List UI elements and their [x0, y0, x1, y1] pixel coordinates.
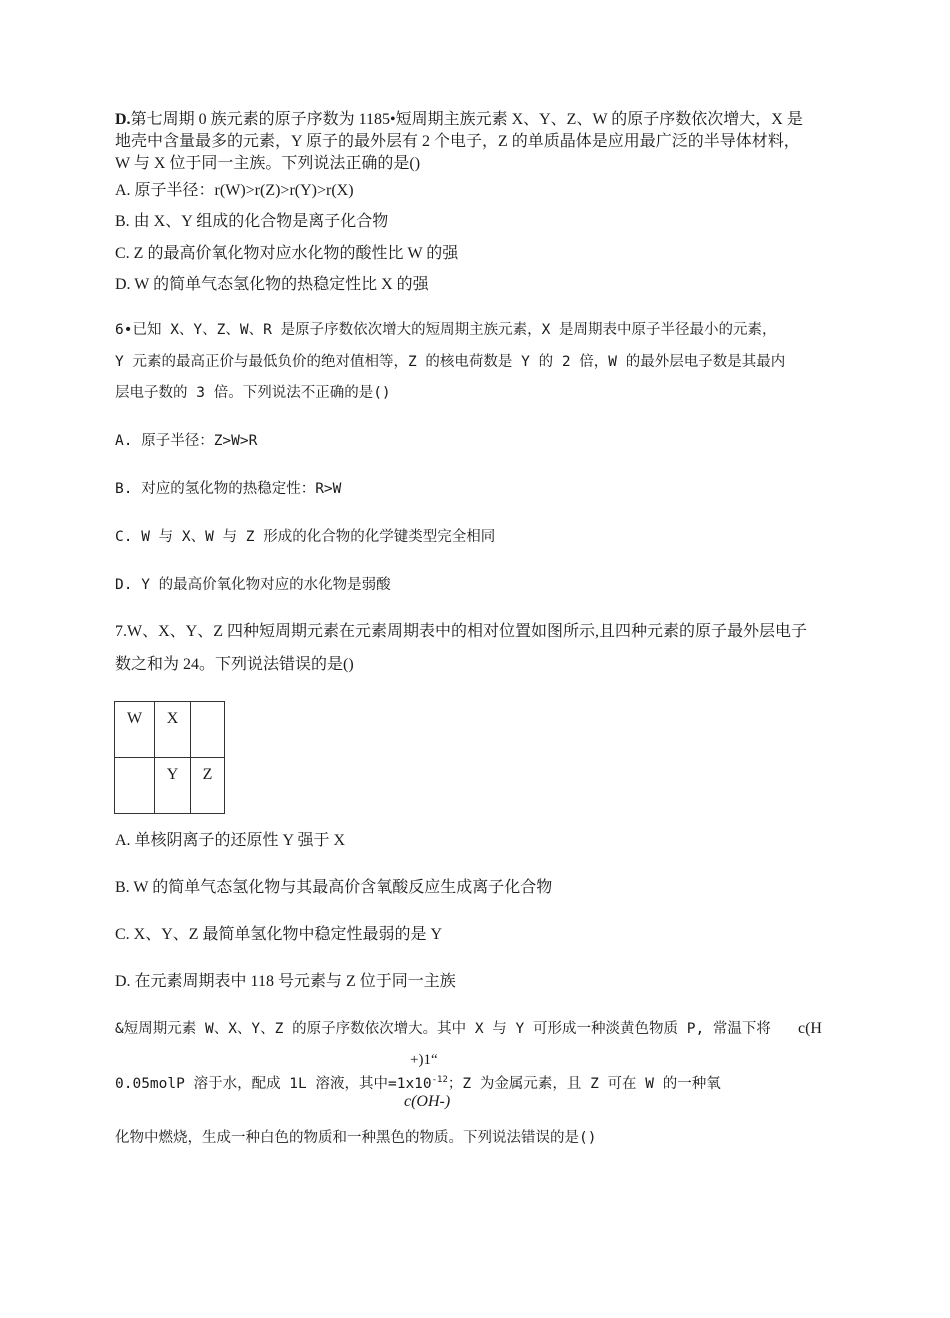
- q7-option-d: D. 在元素周期表中 118 号元素与 Z 位于同一主族: [115, 973, 456, 990]
- q6-line-2: Y 元素的最高正价与最低负价的绝对值相等，Z 的核电荷数是 Y 的 2 倍，W 的最外层电子数是其最内: [115, 354, 786, 370]
- table-cell: Z: [191, 758, 225, 814]
- q6-line-1: 6•已知 X、Y、Z、W、R 是原子序数依次增大的短周期主族元素，X 是周期表中原子半径最小的元素，: [115, 322, 777, 338]
- q7-line-1: 7.W、X、Y、Z 四种短周期元素在元素周期表中的相对位置如图所示,且四种元素的原子最外层电子: [115, 623, 807, 640]
- q7-line-2: 数之和为 24。下列说法错误的是(): [115, 656, 354, 673]
- q7-option-c: C. X、Y、Z 最简单氢化物中稳定性最弱的是 Y: [115, 926, 443, 943]
- q8-line-2-start: 0.05molP 溶于水，配成 1L 溶液，其中=1x10: [115, 1076, 432, 1092]
- q5-line-1: [115, 110, 803, 130]
- q6-option-d: D. Y 的最高价氧化物对应的水化物是弱酸: [115, 577, 391, 593]
- q7-option-b: B. W 的简单气态氢化物与其最高价含氧酸反应生成离子化合物: [115, 879, 553, 896]
- q5-option-b: B. 由 X、Y 组成的化合物是离子化合物: [115, 213, 389, 230]
- q8-line-3: 化物中燃烧，生成一种白色的物质和一种黑色的物质。下列说法错误的是(): [115, 1130, 597, 1146]
- table-row: [115, 702, 225, 758]
- table-cell: X: [155, 702, 191, 758]
- q7-option-a: A. 单核阴离子的还原性 Y 强于 X: [115, 832, 346, 849]
- q8-line-2-end: ；Z 为金属元素，且 Z 可在 W 的一种氧: [447, 1076, 721, 1092]
- q5-line-2: 地壳中含量最多的元素，Y 原子的最外层有 2 个电子，Z 的单质晶体是应用最广泛的半导体材料，: [115, 133, 800, 150]
- q5-lead: D.: [115, 111, 131, 128]
- table-cell: [191, 702, 225, 758]
- table-cell: [115, 758, 155, 814]
- table-cell: Y: [155, 758, 191, 814]
- table-row: [115, 758, 225, 814]
- q5-option-a: A. 原子半径：r(W)>r(Z)>r(Y)>r(X): [115, 182, 354, 199]
- q5-line-1-text: 第七周期 0 族元素的原子序数为 1185•短周期主族元素 X、Y、Z、W 的原子序数依次增大，X 是: [130, 111, 803, 128]
- table-cell: W: [115, 702, 155, 758]
- q8-fraction-bottom: c(OH-): [404, 1093, 451, 1110]
- q6-option-a: A. 原子半径：Z>W>R: [115, 433, 258, 449]
- q6-option-c: C. W 与 X、W 与 Z 形成的化合物的化学键类型完全相同: [115, 529, 496, 545]
- q8-superscript: -12: [431, 1075, 448, 1085]
- q5-line-3: W 与 X 位于同一主族。下列说法正确的是(): [115, 155, 421, 172]
- q8-line-1: &短周期元素 W、X、Y、Z 的原子序数依次增大。其中 X 与 Y 可形成一种淡黄色物质 P, 常温下将: [115, 1021, 771, 1037]
- q6-line-3: 层电子数的 3 倍。下列说法不正确的是(): [115, 385, 391, 401]
- periodic-position-table: [114, 701, 225, 814]
- q8-line-1-tail: c(H: [798, 1020, 822, 1037]
- q5-option-c: C. Z 的最高价氧化物对应水化物的酸性比 W 的强: [115, 245, 459, 262]
- q8-fraction-top: +)1“: [410, 1052, 438, 1068]
- q5-option-d: D. W 的简单气态氢化物的热稳定性比 X 的强: [115, 276, 429, 293]
- q6-option-b: B. 对应的氢化物的热稳定性：R>W: [115, 481, 342, 497]
